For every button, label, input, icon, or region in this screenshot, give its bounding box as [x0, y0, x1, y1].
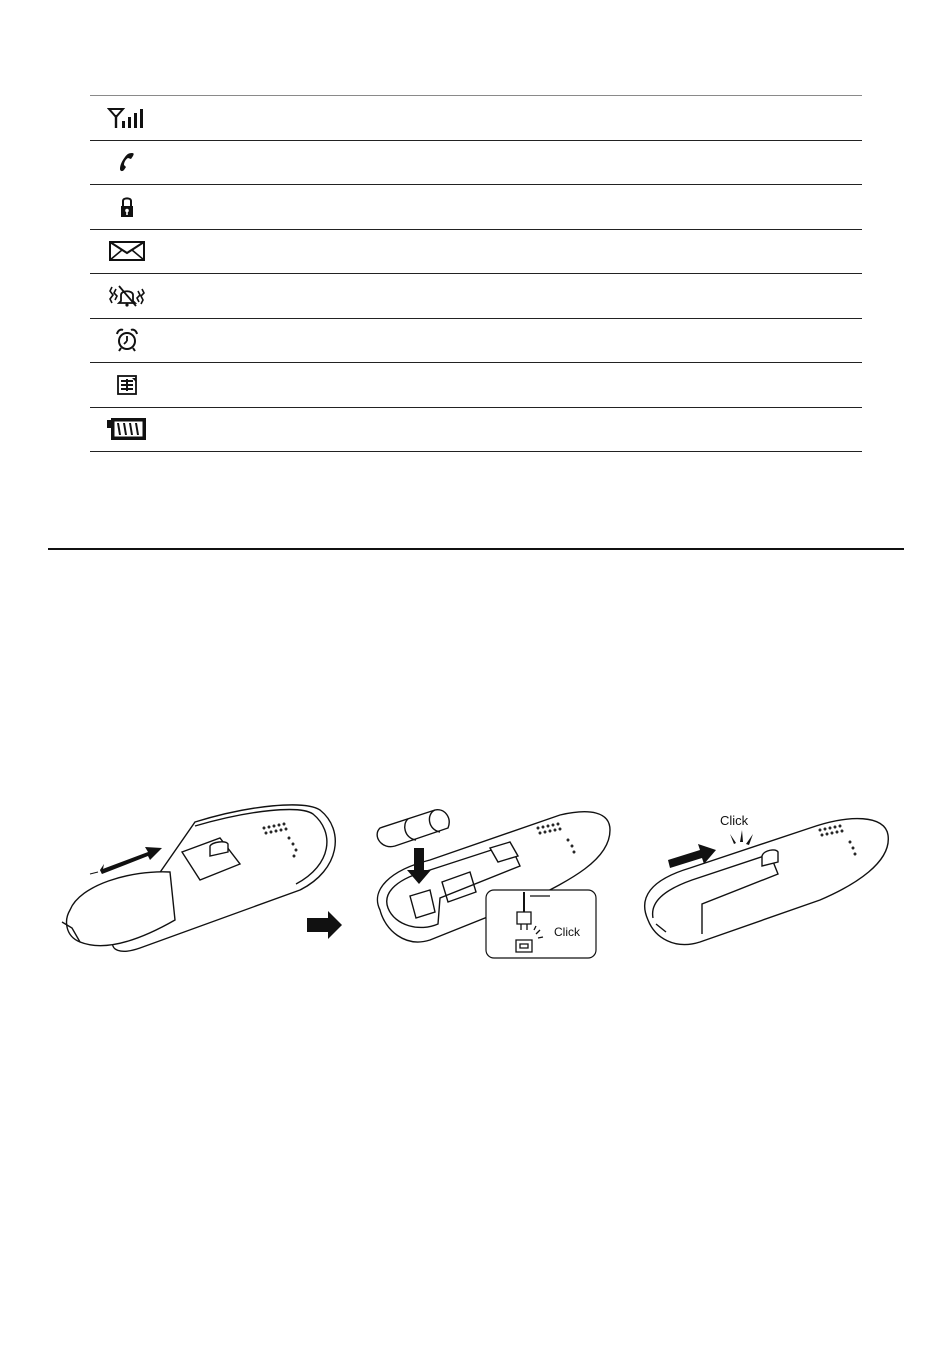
icon-table-row — [90, 185, 862, 230]
icon-table-row — [90, 319, 862, 364]
section-divider — [48, 548, 904, 550]
icon-table-row — [90, 274, 862, 319]
signal-strength-icon — [106, 96, 148, 140]
connector-callout-box — [486, 890, 596, 958]
cover-click-label: Click — [720, 813, 749, 828]
battery-pack-illustration — [377, 810, 449, 847]
click-burst-icon — [730, 830, 753, 845]
battery-installation-figure — [50, 800, 900, 970]
icon-table-row — [90, 408, 862, 453]
icon-table-row — [90, 363, 862, 408]
handset-cover-closed-illustration — [645, 819, 889, 945]
phonebook-icon — [106, 363, 148, 407]
handset-cover-removed-illustration — [62, 805, 335, 951]
status-icon-table — [90, 95, 862, 452]
ringer-off-vibrate-icon — [106, 274, 148, 318]
icon-table-row — [90, 141, 862, 186]
alarm-clock-icon — [106, 319, 148, 363]
envelope-message-icon — [106, 230, 148, 274]
connector-click-label: Click — [554, 925, 580, 939]
slide-cover-arrow — [100, 847, 162, 874]
phone-handset-icon — [106, 141, 148, 185]
icon-table-row — [90, 96, 862, 141]
icon-table-row — [90, 230, 862, 275]
battery-full-icon — [106, 408, 148, 452]
step-arrow-1 — [307, 911, 342, 939]
keypad-lock-icon — [106, 185, 148, 229]
